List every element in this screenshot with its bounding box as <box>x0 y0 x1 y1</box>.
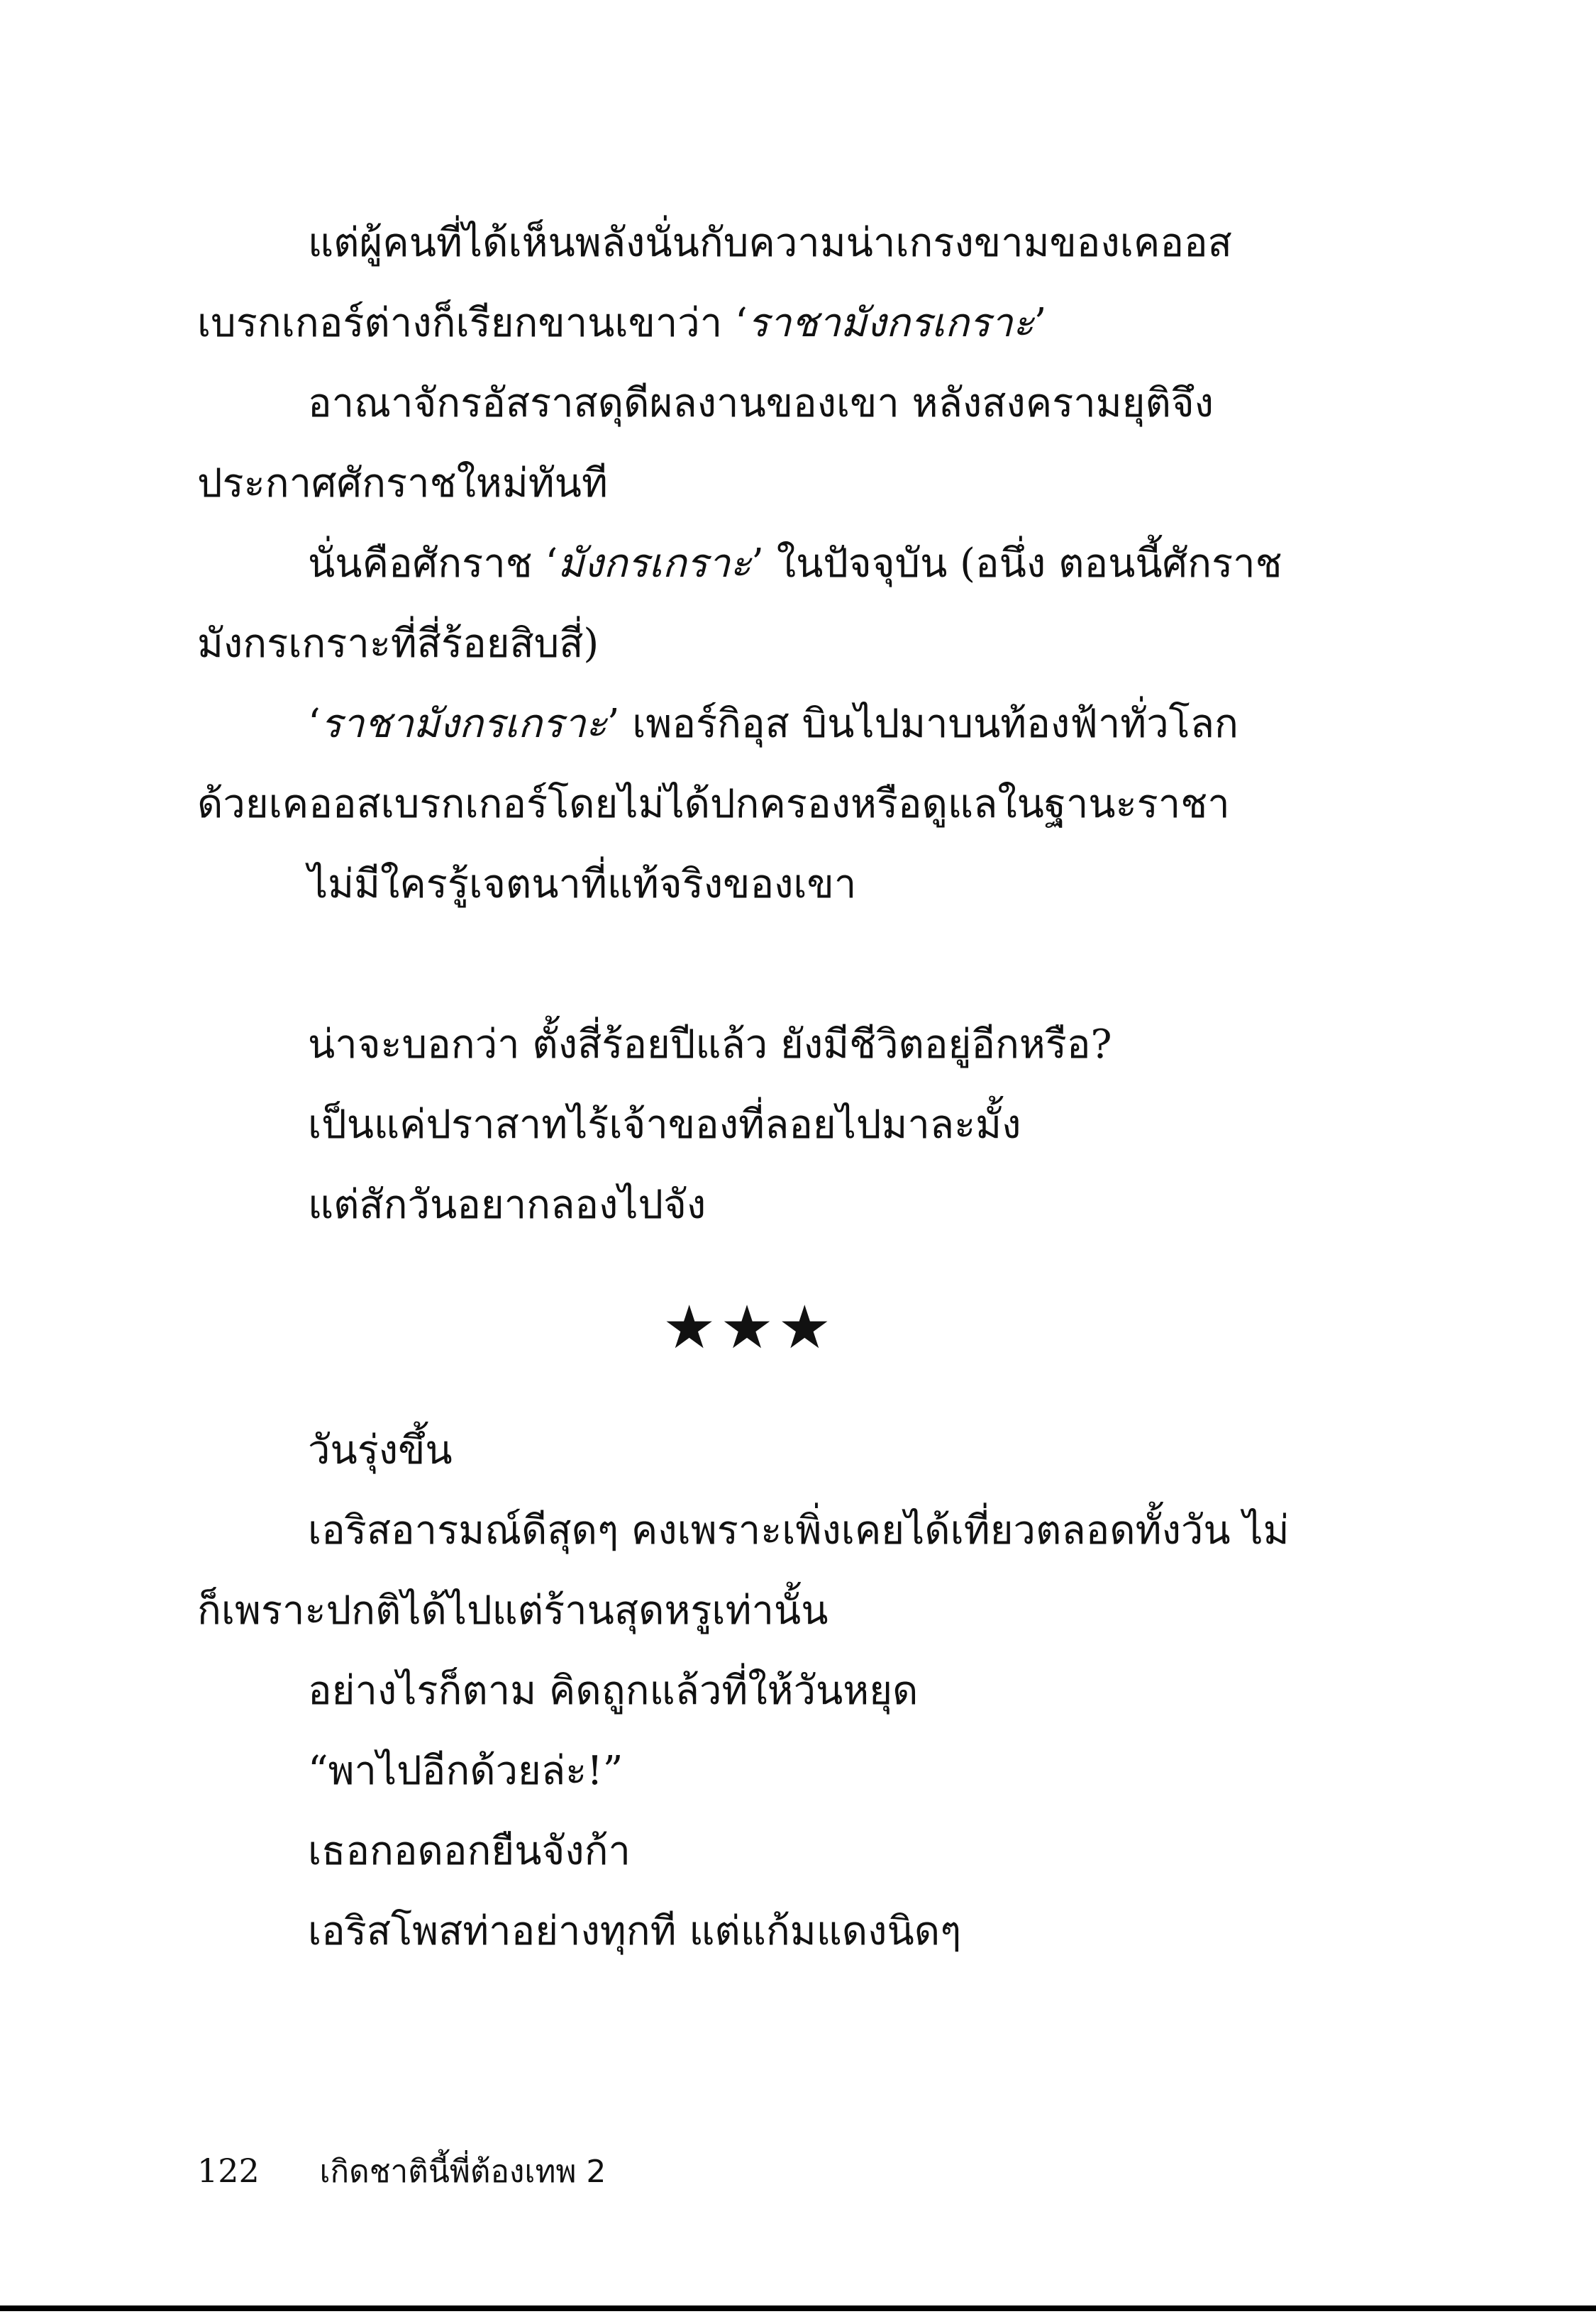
page-body <box>197 203 1301 1971</box>
bottom-rule <box>0 2305 1596 2311</box>
paragraph: วันรุ่งขึ้น <box>308 1427 453 1473</box>
paragraph: เป็นแค่ปราสาทไร้เจ้าของที่ลอยไปมาละมั้ง <box>308 1102 1021 1148</box>
paragraph: เธอกอดอกยืนจังก้า <box>308 1828 631 1874</box>
paragraph: อาณาจักรอัสราสดุดีผลงานของเขา หลังสงครามยุติจึงประกาศศักราชใหม่ทันที <box>197 380 1214 506</box>
paragraph: แต่ผู้คนที่ได้เห็นพลังนั่นกับความน่าเกรงขามของเคออสเบรกเกอร์ต่างก็เรียกขานเขาว่า ‘ราชามังกรเกราะ’ <box>197 220 1232 346</box>
paragraph: เอริสอารมณ์ดีสุดๆ คงเพราะเพิ่งเคยได้เที่ยวตลอดทั้งวัน ไม่ก็เพราะปกติได้ไปแต่ร้านสุดหรูเท่านั้น <box>197 1507 1290 1634</box>
paragraph: เอริสโพสท่าอย่างทุกที แต่แก้มแดงนิดๆ <box>308 1908 962 1954</box>
page-number: 122 <box>197 2152 260 2190</box>
paragraph: “พาไปอีกด้วยล่ะ!” <box>308 1748 624 1794</box>
italic-term: ราชามังกรเกราะ <box>747 300 1034 346</box>
paragraph: นั่นคือศักราช ‘มังกรเกราะ’ ในปัจจุบัน (อนึ่ง ตอนนี้ศักราชมังกรเกราะที่สี่ร้อยสิบสี่) <box>197 541 1282 667</box>
italic-term: มังกรเกราะ <box>558 541 752 587</box>
italic-term: ราชามังกรเกราะ <box>320 701 607 747</box>
paragraph: น่าจะบอกว่า ตั้งสี่ร้อยปีแล้ว ยังมีชีวิตอยู่อีกหรือ? <box>308 1022 1112 1068</box>
page-footer <box>197 2149 606 2193</box>
paragraph-gap <box>197 924 1301 1004</box>
scene-break-stars: ★★★ <box>663 1292 836 1362</box>
paragraph: ‘ราชามังกรเกราะ’ เพอร์กิอุส บินไปมาบนท้องฟ้าทั่วโลกด้วยเคออสเบรกเกอร์โดยไม่ได้ปกครองหรือดูแลในฐานะราชา <box>197 701 1238 827</box>
book-title: เกิดชาตินี้พี่ต้องเทพ 2 <box>319 2154 606 2190</box>
paragraph: แต่สักวันอยากลองไปจัง <box>308 1182 706 1228</box>
paragraph: อย่างไรก็ตาม คิดถูกแล้วที่ให้วันหยุด <box>308 1668 919 1714</box>
paragraph: ไม่มีใครรู้เจตนาที่แท้จริงของเขา <box>308 861 857 907</box>
